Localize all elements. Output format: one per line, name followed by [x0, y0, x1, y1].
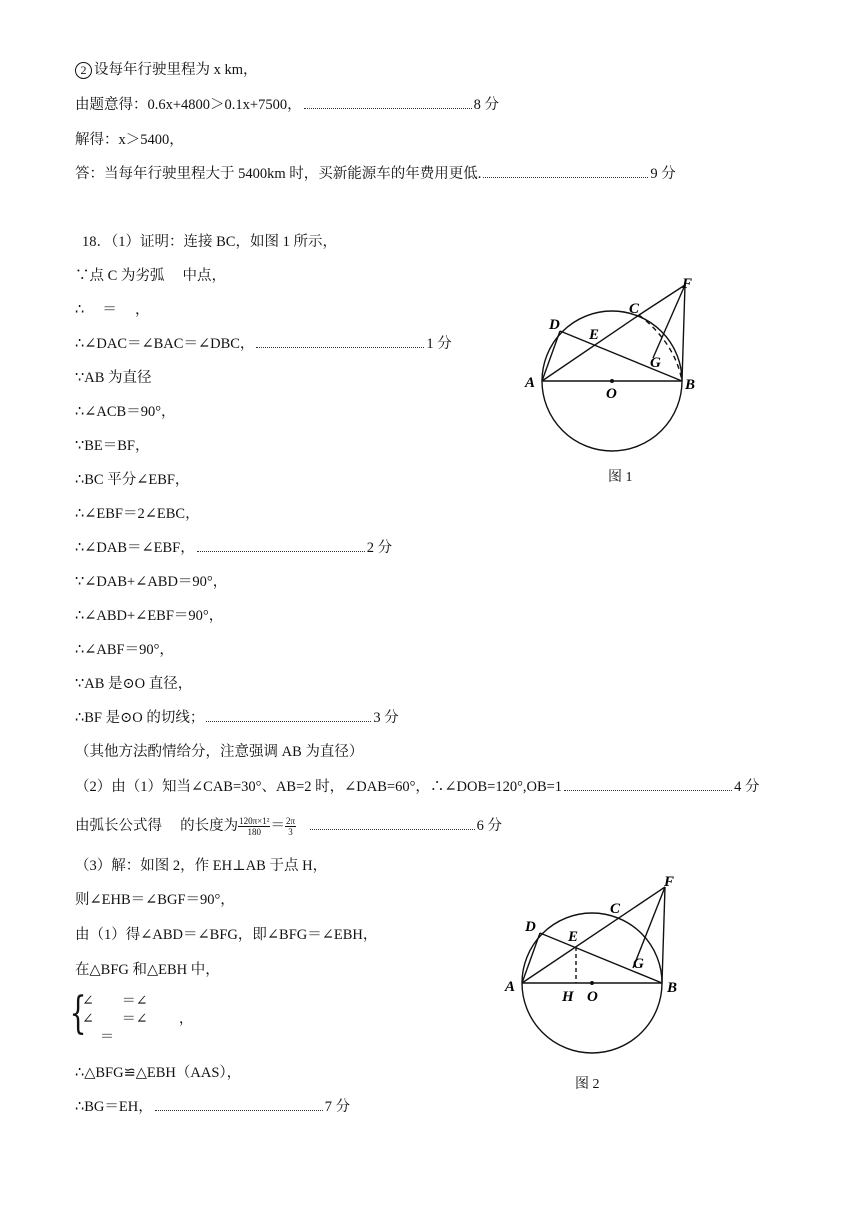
s18-l13: ∵AB 是⊙O 直径， — [75, 676, 193, 692]
dotted-leader — [155, 1098, 323, 1111]
dotted-leader — [483, 165, 648, 178]
s18-part2: （2）由（1）知当∠CAB=30°、AB=2 时，∠DAB=60°，∴∠DOB=120°,OB=1 4 分 — [75, 779, 760, 795]
fig2-label-e: E — [568, 929, 579, 945]
fig1-label-d: D — [549, 317, 560, 333]
fig2-label-b: B — [667, 980, 678, 996]
s17-line4: 答：当每年行驶里程大于 5400km 时，买新能源车的年费用更低. 9 分 — [75, 166, 676, 182]
s18-header: 18．（1）证明：连接 BC，如图 1 所示， — [82, 234, 337, 250]
figure-2-diagram — [495, 870, 695, 1060]
fig1-label-f: F — [682, 276, 693, 292]
s18-part2b: 由弧长公式得 的长度为 $\frac{\text{120π×1²}}{180}$ ＝ $\frac{2\pi}{3}$ 6 分 — [75, 816, 502, 838]
s18-l10: ∵∠DAB+∠ABD＝90°， — [75, 574, 228, 590]
fig2-center-dot — [590, 981, 594, 985]
fig2-label-g: G — [633, 956, 644, 972]
s18-l5: ∴∠ACB＝90°， — [75, 404, 176, 420]
fraction: $\frac{2\pi}{3}$ — [285, 816, 295, 838]
fig2-label-o: O — [587, 989, 598, 1005]
fig1-line-ad — [542, 331, 560, 381]
fig1-line-bf — [682, 285, 685, 381]
s18-l11: ∴∠ABD+∠EBF＝90°， — [75, 608, 224, 624]
system-brace: { — [69, 988, 87, 1039]
s18-p3b: 由（1）得∠ABD＝∠BFG，即∠BFG＝∠EBH， — [75, 927, 378, 943]
fig2-line-ad — [522, 933, 540, 983]
s17-line2: 由题意得：0.6x+4800＞0.1x+7500， 8 分 — [75, 97, 499, 113]
s18-p3d: ∴△BFG≌△EBH（AAS）， — [75, 1065, 242, 1081]
fig1-label-o: O — [606, 386, 617, 402]
fig2-line-bf — [662, 887, 665, 983]
fig2-label-h: H — [562, 989, 574, 1005]
s18-l2: ∴ ＝ ， — [75, 302, 150, 318]
fig1-label-g: G — [650, 355, 661, 371]
figure-2-caption: 图 2 — [575, 1077, 600, 1092]
fig1-center-dot — [610, 379, 614, 383]
fig2-label-a: A — [505, 979, 516, 995]
s18-l4: ∵AB 为直径 — [75, 370, 152, 386]
s18-p3c: 在△BFG 和△EBH 中， — [75, 962, 220, 978]
s18-l6: ∵BE＝BF， — [75, 438, 150, 454]
figure-1-diagram — [515, 268, 715, 458]
dotted-leader — [310, 817, 475, 830]
s18-l1: ∵点 C 为劣弧 中点， — [75, 268, 227, 284]
s17-line1: 2 设每年行驶里程为 x km， — [75, 60, 258, 80]
fig1-label-e: E — [589, 327, 600, 343]
dotted-leader — [304, 96, 472, 109]
s18-l8: ∴∠EBF＝2∠EBC， — [75, 506, 200, 522]
fig2-label-c: C — [610, 901, 621, 917]
system-row3: ＝ — [100, 1030, 114, 1045]
s18-l9: ∴∠DAB＝∠EBF， 2 分 — [75, 540, 393, 556]
s18-p3e: ∴BG＝EH， 7 分 — [75, 1099, 351, 1115]
fig1-dashed-cb — [639, 315, 682, 381]
system-row2: ∠ ＝∠ ， — [82, 1012, 193, 1027]
dotted-leader — [564, 778, 732, 791]
s18-l7: ∴BC 平分∠EBF， — [75, 472, 190, 488]
fig2-label-f: F — [664, 874, 675, 890]
fig1-label-a: A — [525, 375, 536, 391]
fig2-label-d: D — [525, 919, 536, 935]
s17-line3: 解得：x＞5400， — [75, 132, 184, 148]
s18-l12: ∴∠ABF＝90°， — [75, 642, 174, 658]
dotted-leader — [206, 709, 371, 722]
fig1-label-c: C — [629, 301, 640, 317]
circle-number: 2 — [75, 62, 92, 79]
s18-p3a: 则∠EHB＝∠BGF＝90°， — [75, 892, 235, 908]
system-row1: ∠ ＝∠ — [82, 994, 148, 1009]
fig1-label-b: B — [685, 377, 696, 393]
s18-l3: ∴∠DAC＝∠BAC＝∠DBC， 1 分 — [75, 336, 452, 352]
s18-note: （其他方法酌情给分，注意强调 AB 为直径） — [75, 744, 364, 760]
fraction: $\frac{\text{120π×1²}}{180}$ — [239, 816, 270, 838]
s18-part3: （3）解：如图 2，作 EH⊥AB 于点 H， — [75, 858, 328, 874]
dotted-leader — [197, 539, 365, 552]
dotted-leader — [256, 335, 424, 348]
s18-l14: ∴BF 是⊙O 的切线； 3 分 — [75, 710, 399, 726]
figure-1-caption: 图 1 — [608, 470, 633, 485]
